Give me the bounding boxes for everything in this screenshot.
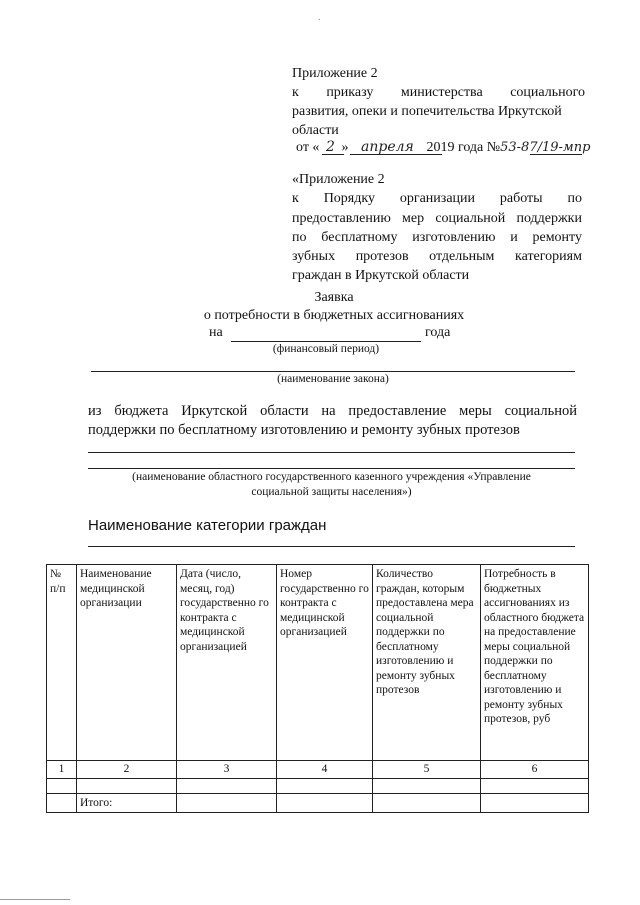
table-cell: 2 [77,761,177,779]
table-cell: 6 [481,761,589,779]
appendix-date-line [296,138,596,158]
table-cell: 1 [47,761,77,779]
date-number-handwritten: 53-87/19-мпр [500,140,591,155]
date-year: 2019 года № [426,140,501,155]
word: бесплатному [321,229,398,245]
institution-underline-2 [88,468,575,469]
word: зубных [292,249,336,265]
word: организации [399,191,476,207]
table-cell [481,793,589,813]
table-cell [177,793,277,813]
word: отдельным [429,249,495,265]
appendix2-line-3 [292,228,582,247]
law-underline [91,371,575,372]
word: министерства [400,85,483,100]
appendix-line-2: развития, опеки и попечительства Иркутской [292,104,562,119]
table-number-row [47,761,589,779]
table-cell [47,778,77,793]
word: бюджета [114,403,169,419]
institution-caption-1: (наименование областного государственного казенного учреждения «Управление [132,471,531,483]
word: поддержки [516,210,582,226]
institution-underline-1 [88,452,575,453]
period-underline [231,341,421,342]
word: мер [402,210,425,226]
appendix-block [292,64,585,140]
appendix2-line-1 [292,189,582,208]
word: меры [459,403,492,419]
word: социальной [504,403,577,419]
header-cell-no: № п/п [47,565,77,761]
header-cell-contract-number: Номер государственно го контракта с медицинской организацией [277,565,373,761]
appendix2-block [292,170,582,286]
table-cell [373,793,481,813]
body-line-1 [88,402,577,421]
appendix2-line-5: граждан в Иркутской области [292,268,470,284]
request-title: Заявка [314,290,354,305]
word: социального [510,85,585,100]
appendix-title: Приложение 2 [292,66,378,81]
word: к [292,191,299,207]
footnote-rule [0,899,70,900]
request-body [88,402,577,440]
word: предоставлению [292,210,391,226]
word: предоставление [348,403,447,419]
date-day-underline [322,154,344,155]
appendix2-line-2 [292,209,582,228]
period-caption: (финансовый период) [272,343,380,355]
table-cell [77,778,177,793]
table-total-row [47,793,589,813]
table-cell: 3 [177,761,277,779]
word: к [292,85,299,100]
date-day-handwritten: 2 [325,139,335,155]
date-month-underline [350,154,442,155]
date-number-underline [530,154,582,155]
word: приказу [326,85,374,100]
table-cell: 4 [277,761,373,779]
header-cell-contract-date: Дата (число, месяц, год) государственно го контракта с медицинской организацией [177,565,277,761]
request-subtitle: о потребности в бюджетных ассигнованиях [203,308,465,323]
body-line-2: поддержки по бесплатному изготовлению и ремонту зубных протезов [88,422,520,438]
table-header-row [47,565,589,761]
word: и [510,229,518,245]
appendix2-line-4 [292,247,582,266]
date-month-handwritten: апреля [361,139,414,155]
period-goda: года [425,325,451,340]
table-cell [373,778,481,793]
word: работы [499,191,543,207]
word: из [88,403,102,419]
word: изготовлению [412,229,496,245]
word: протезов [355,249,409,265]
total-label: Итого: [77,793,177,813]
appendix-line-1 [292,83,585,102]
table-cell [277,793,373,813]
table-cell [47,793,77,813]
word: ремонту [532,229,582,245]
table-cell: 5 [373,761,481,779]
table-cell [177,778,277,793]
institution-caption-2: социальной защиты населения») [251,486,412,498]
request-table [46,564,589,813]
word: по [292,229,307,245]
law-caption: (наименование закона) [277,373,389,385]
header-cell-citizens-count: Количество граждан, которым предоставлена мера социальной поддержки по бесплатному изготовлению и ремонту зубных протезов [373,565,481,761]
table-row [47,778,589,793]
word: социальной [435,210,506,226]
table-cell [481,778,589,793]
word: области [260,403,309,419]
word: Порядку [323,191,375,207]
word: категориям [515,249,582,265]
word: на [321,403,336,419]
header-cell-organization: Наименование медицинской организации [77,565,177,761]
category-underline [88,546,575,547]
category-label: Наименование категории граждан [88,517,327,534]
header-cell-budget-need: Потребность в бюджетных ассигнованиях из областного бюджета на предоставление меры социальной поддержки по бесплатному изготовлению и ремонту зубных протезов, руб [481,565,589,761]
word: Иркутской [181,403,248,419]
table-cell [277,778,373,793]
appendix2-title: «Приложение 2 [292,172,385,187]
page-mark: . [318,12,321,23]
period-na: на [209,325,223,340]
word: по [567,191,582,207]
date-prefix: от « [296,140,320,155]
date-mid: » [341,140,349,155]
appendix-line-3: области [292,123,339,138]
